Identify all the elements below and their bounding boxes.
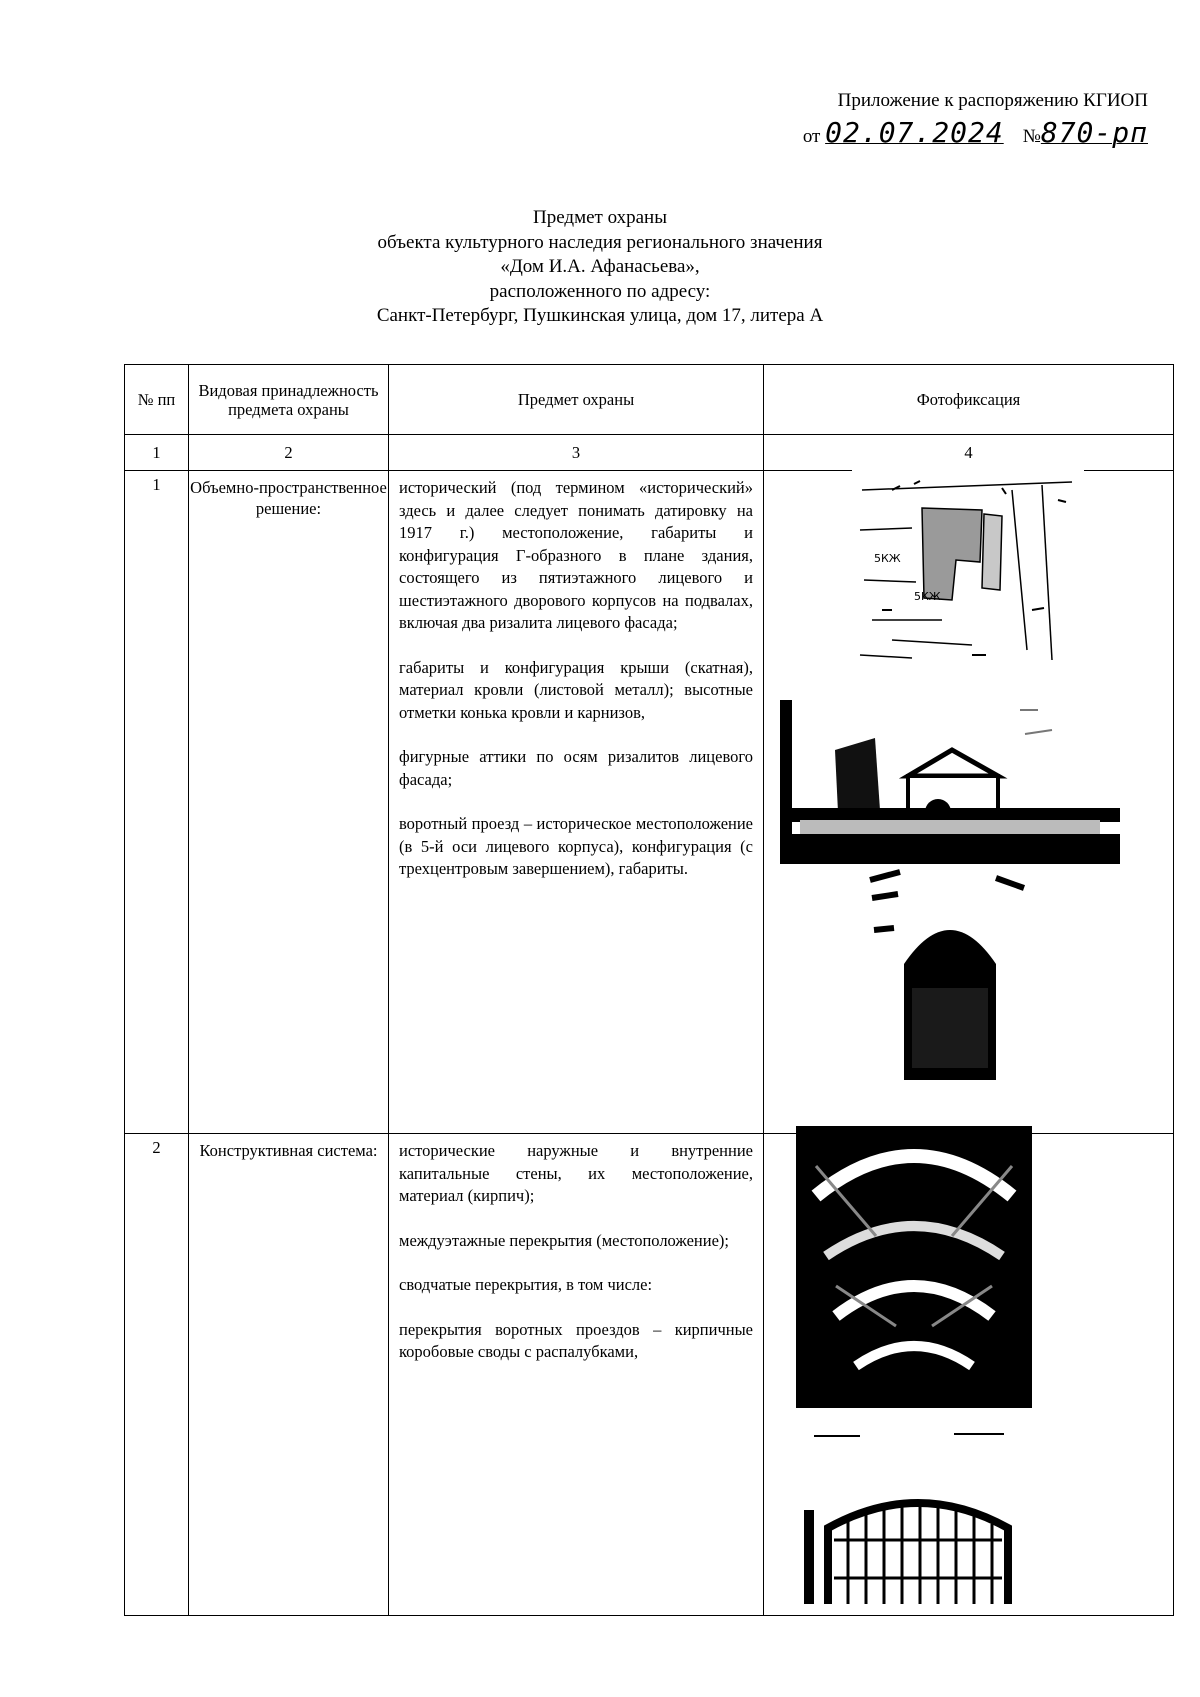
gate-arch-photo: [868, 868, 1028, 1096]
title-line-2: объекта культурного наследия регионального значения: [377, 231, 823, 253]
subject-item: сводчатые перекрытия, в том числе:: [399, 1275, 653, 1294]
column-number: 1: [125, 435, 189, 471]
title-line-1: Предмет охраны: [533, 207, 667, 228]
title-line-4: расположенного по адресу:: [489, 280, 711, 302]
subject-item: фигурные аттики по осям ризалитов лицевого фасада;: [399, 747, 753, 789]
row-number: 1: [125, 471, 189, 1134]
row-number: 2: [125, 1134, 189, 1616]
row-kind: Конструктивная система:: [189, 1134, 389, 1616]
gate-grille-image: [804, 1428, 1032, 1604]
title-line-5: Санкт-Петербург, Пушкинская улица, дом 17, литера А: [376, 305, 824, 326]
subject-item: междуэтажные перекрытия (местоположение);: [399, 1230, 729, 1250]
appendix-header: [803, 88, 1148, 150]
header-subject: Предмет охраны: [389, 365, 764, 435]
subject-item: габариты и конфигурация крыши (скатная), материал кровли (листовой металл); высотные отметки конька кровли и карнизов,: [399, 657, 753, 722]
vault-photo: [796, 1126, 1032, 1408]
svg-text:5КЖ: 5КЖ: [914, 590, 941, 603]
subject-item: исторический (под термином «исторический» здесь и далее следует понимать датировку на 1917 г.) местоположение, габариты и конфигурация Г-образного в плане здания, состоящего из пятиэтажного лицевого и шестиэтажного дворового корпусов на подвалах, включая два ризалита лицевого фасада;: [399, 478, 753, 632]
column-number-row: [125, 435, 1174, 471]
column-number: 3: [389, 435, 764, 471]
subject-item: перекрытия воротных проездов – кирпичные коробовые своды с распалубками,: [399, 1319, 753, 1361]
gate-grille-photo: [804, 1428, 1032, 1604]
roof-attic-photo: [780, 700, 1120, 864]
vault-image: [796, 1126, 1032, 1408]
appendix-title: Приложение к распоряжению КГИОП: [837, 90, 1148, 111]
subject-item: исторические наружные и внутренние капитальные стены, их местоположение, материал (кирпич);: [399, 1141, 753, 1205]
title-line-3: «Дом И.А. Афанасьева»,: [500, 256, 700, 277]
subject-item: воротный проезд – историческое местоположение (в 5-й оси лицевого корпуса), конфигурация (с трехцентровым завершением), габариты.: [399, 814, 753, 878]
from-prefix: от: [802, 126, 821, 147]
site-plan-image: [852, 470, 1084, 670]
row-subject: [389, 471, 764, 1134]
site-plan-photo: [852, 470, 1084, 670]
column-number: 4: [764, 435, 1174, 471]
document-number: 870-рп: [1040, 116, 1148, 149]
document-date: 02.07.2024: [825, 116, 1004, 149]
table-header-row: [125, 365, 1174, 435]
header-photo: Фотофиксация: [764, 365, 1174, 435]
row-subject: [389, 1134, 764, 1616]
header-number: № пп: [125, 365, 189, 435]
svg-text:5КЖ: 5КЖ: [874, 552, 901, 565]
header-kind: Видовая принадлежность предмета охраны: [189, 365, 389, 435]
column-number: 2: [189, 435, 389, 471]
number-prefix: №: [1022, 126, 1041, 147]
row-kind: Объемно-пространственное решение:: [189, 471, 389, 1134]
document-title: [0, 206, 1200, 329]
appendix-date-number: [802, 116, 1148, 150]
gate-arch-image: [868, 868, 1028, 1096]
roof-attic-image: [780, 700, 1120, 864]
